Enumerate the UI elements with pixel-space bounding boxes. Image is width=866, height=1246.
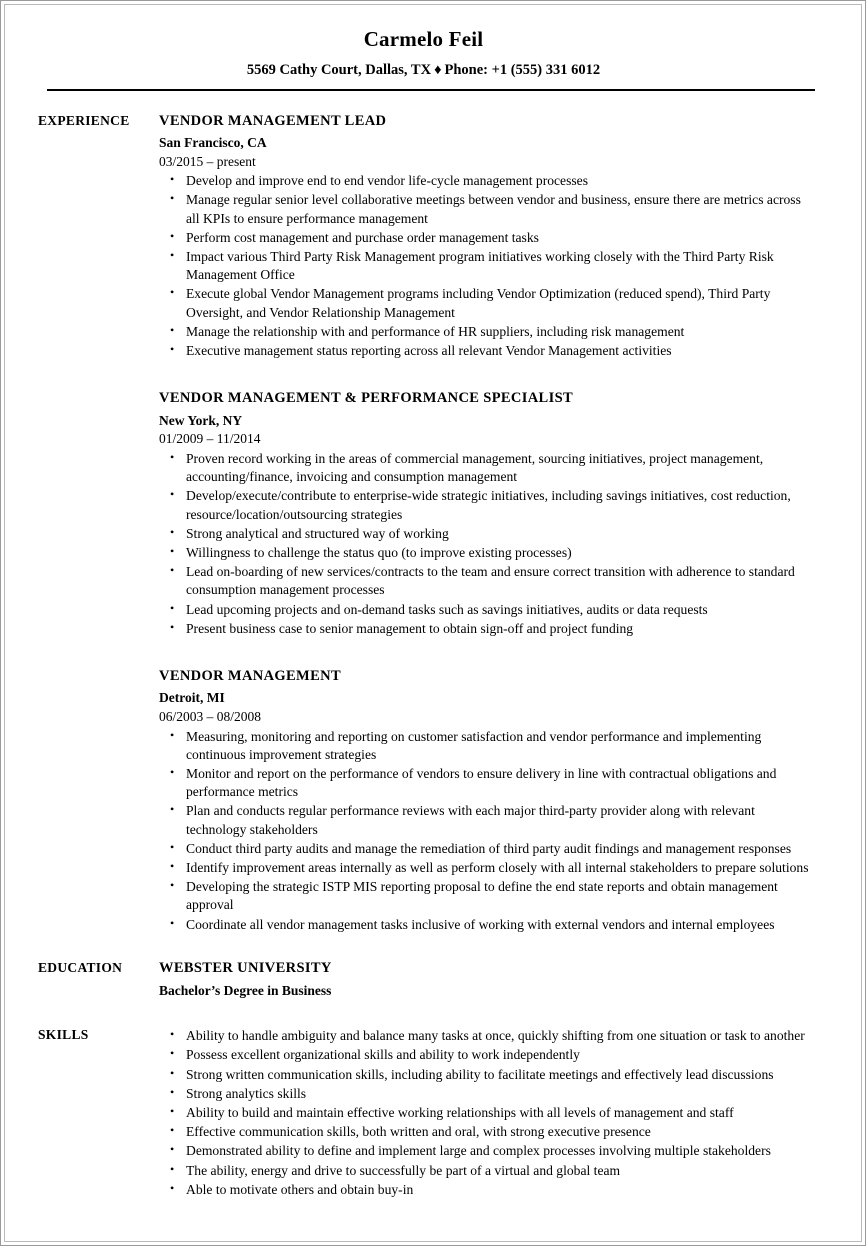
resume-header <box>38 27 809 91</box>
list-item: • Develop/execute/contribute to enterprise-wide strategic initiatives, including savings initiatives, cost reduction, resource/location/outsourcing strategies <box>159 487 809 523</box>
list-item: • Execute global Vendor Management programs including Vendor Optimization (reduced spend), Third Party Oversight, and Vendor Relationship Management <box>159 285 809 321</box>
list-item: • Strong analytics skills <box>159 1085 809 1103</box>
job-location: San Francisco, CA <box>159 135 267 151</box>
job-title: VENDOR MANAGEMENT <box>159 667 341 684</box>
job-location: New York, NY <box>159 412 243 428</box>
list-item: • Proven record working in the areas of commercial management, sourcing initiatives, project management, accounting/finance, invoicing and consumption management <box>159 450 809 486</box>
job-title: VENDOR MANAGEMENT & PERFORMANCE SPECIALIST <box>159 390 574 407</box>
job-location: Detroit, MI <box>159 690 225 706</box>
list-item: • Effective communication skills, both written and oral, with strong executive presence <box>159 1123 809 1141</box>
job-bullet-list <box>159 728 809 934</box>
list-item: • Demonstrated ability to define and implement large and complex processes involving multiple stakeholders <box>159 1142 809 1160</box>
list-item: • Able to motivate others and obtain buy-in <box>159 1181 809 1199</box>
job-bullet-list <box>159 172 809 360</box>
list-item: • Ability to handle ambiguity and balance many tasks at once, quickly shifting from one situation or task to another <box>159 1027 809 1045</box>
list-item: • Lead on-boarding of new services/contracts to the team and ensure correct transition with adherence to standard consumption management processes <box>159 563 809 599</box>
education-school: WEBSTER UNIVERSITY <box>159 959 332 976</box>
page-border-inner <box>4 4 862 1242</box>
list-item: • Executive management status reporting across all relevant Vendor Management activities <box>159 342 809 360</box>
job-title: VENDOR MANAGEMENT LEAD <box>159 112 387 129</box>
job-entry <box>159 112 809 361</box>
list-item: • Developing the strategic ISTP MIS reporting proposal to define the end state reports and obtain management approval <box>159 878 809 914</box>
education-section <box>38 959 809 999</box>
list-item: • Plan and conducts regular performance reviews with each major third-party provider along with relevant technology stakeholders <box>159 802 809 838</box>
list-item: • Possess excellent organizational skills and ability to work independently <box>159 1046 809 1064</box>
contact-line <box>38 62 809 79</box>
resume-content <box>5 5 861 1241</box>
skills-section <box>38 1026 809 1199</box>
job-dates: 03/2015 – present <box>159 153 256 169</box>
list-item: • Manage regular senior level collaborative meetings between vendor and business, ensure there are metrics across all KPIs to ensure performance management <box>159 191 809 227</box>
list-item: • The ability, energy and drive to successfully be part of a virtual and global team <box>159 1162 809 1180</box>
list-item: • Develop and improve end to end vendor life-cycle management processes <box>159 172 809 190</box>
job-entry <box>159 667 809 934</box>
diamond-separator-icon: ♦ <box>434 62 442 79</box>
skills-body <box>159 1026 809 1199</box>
list-item: • Monitor and report on the performance of vendors to ensure delivery in line with contractual obligations and performance metrics <box>159 765 809 801</box>
candidate-name: Carmelo Feil <box>363 27 484 51</box>
section-label-skills: SKILLS <box>38 1027 89 1043</box>
list-item: • Conduct third party audits and manage the remediation of third party audit findings and management responses <box>159 840 809 858</box>
list-item: • Impact various Third Party Risk Management program initiatives working closely with the Third Party Risk Management Office <box>159 248 809 284</box>
list-item: • Willingness to challenge the status quo (to improve existing processes) <box>159 544 809 562</box>
education-degree: Bachelor’s Degree in Business <box>159 982 332 998</box>
section-label-education: EDUCATION <box>38 959 123 975</box>
contact-address: 5569 Cathy Court, Dallas, TX <box>246 62 432 79</box>
section-label-experience: EXPERIENCE <box>38 112 130 128</box>
experience-section <box>38 112 809 934</box>
list-item: • Present business case to senior management to obtain sign-off and project funding <box>159 620 809 638</box>
list-item: • Manage the relationship with and performance of HR suppliers, including risk management <box>159 323 809 341</box>
list-item: • Strong written communication skills, including ability to facilitate meetings and effectively lead discussions <box>159 1066 809 1084</box>
list-item: • Measuring, monitoring and reporting on customer satisfaction and vendor performance and implementing continuous improvement strategies <box>159 728 809 764</box>
list-item: • Strong analytical and structured way of working <box>159 525 809 543</box>
header-divider-rule <box>47 89 815 91</box>
skills-bullet-list <box>159 1027 809 1199</box>
list-item: • Identify improvement areas internally as well as perform closely with all internal stakeholders to prepare solutions <box>159 859 809 877</box>
contact-phone: Phone: +1 (555) 331 6012 <box>444 62 601 79</box>
list-item: • Lead upcoming projects and on-demand tasks such as savings initiatives, audits or data requests <box>159 601 809 619</box>
job-bullet-list <box>159 450 809 638</box>
list-item: • Coordinate all vendor management tasks inclusive of working with external vendors and internal employees <box>159 916 809 934</box>
job-entry <box>159 389 809 638</box>
list-item: • Perform cost management and purchase order management tasks <box>159 229 809 247</box>
list-item: • Ability to build and maintain effective working relationships with all levels of management and staff <box>159 1104 809 1122</box>
job-dates: 06/2003 – 08/2008 <box>159 709 262 725</box>
education-body <box>159 959 809 999</box>
experience-body <box>159 112 809 934</box>
job-dates: 01/2009 – 11/2014 <box>159 431 261 447</box>
